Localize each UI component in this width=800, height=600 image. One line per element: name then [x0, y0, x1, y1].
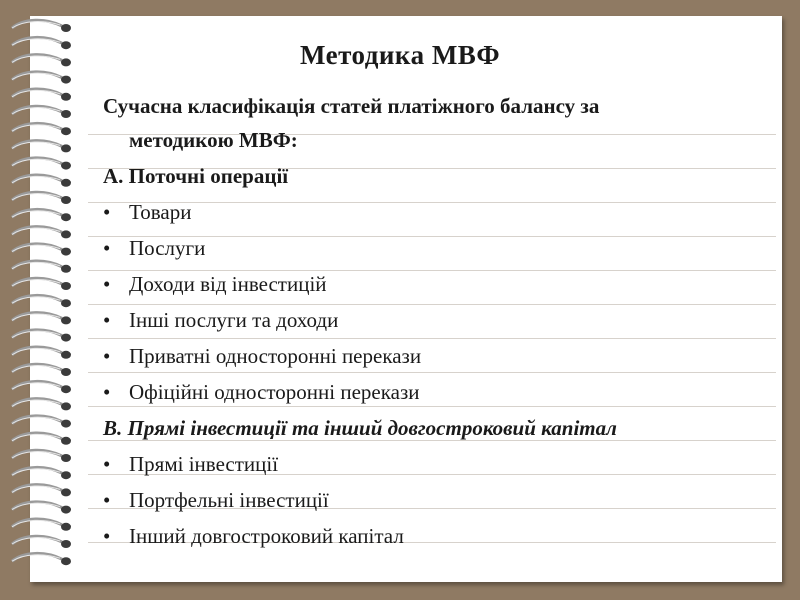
- spiral-ring: [12, 416, 71, 428]
- spiral-ring: [12, 519, 71, 531]
- bullet-icon: •: [103, 380, 111, 404]
- list-item: [103, 488, 329, 513]
- list-item: [103, 344, 421, 369]
- list-item: [103, 200, 191, 225]
- spiral-ring: [12, 244, 71, 256]
- list-item: [103, 308, 338, 333]
- list-item-label: Прямі інвестиції: [129, 452, 279, 476]
- spiral-ring: [12, 485, 71, 497]
- spiral-binding: [4, 18, 74, 588]
- spiral-ring: [12, 330, 71, 342]
- list-item: [103, 452, 278, 477]
- list-item: [103, 524, 404, 549]
- ruled-line: [88, 304, 776, 305]
- spiral-ring: [12, 123, 71, 135]
- spiral-ring: [12, 313, 71, 325]
- list-item-label: Приватні односторонні перекази: [129, 344, 422, 368]
- spiral-ring: [12, 141, 71, 153]
- page-title: Методика МВФ: [299, 40, 501, 70]
- list-item-label: Інший довгостроковий капітал: [129, 524, 404, 548]
- spiral-ring: [12, 347, 71, 359]
- spiral-ring: [12, 20, 71, 32]
- spiral-ring: [12, 502, 71, 514]
- list-item-label: Офіційні односторонні перекази: [129, 380, 420, 404]
- spiral-ring: [12, 399, 71, 411]
- spiral-ring: [12, 192, 71, 204]
- list-item-label: Товари: [129, 200, 192, 224]
- ruled-line: [88, 270, 776, 271]
- intro-line-2: методикою МВФ:: [129, 128, 298, 152]
- spiral-ring: [12, 89, 71, 101]
- spiral-ring: [12, 553, 71, 565]
- spiral-ring: [12, 209, 71, 221]
- bullet-icon: •: [103, 524, 111, 548]
- spiral-ring: [12, 295, 71, 307]
- bullet-icon: •: [103, 344, 111, 368]
- spiral-ring: [12, 158, 71, 170]
- ruled-line: [88, 406, 776, 407]
- list-item-label: Інші послуги та доходи: [129, 308, 339, 332]
- section-b-heading: В. Прямі інвестиції та інший довгостроковий капітал: [103, 416, 617, 440]
- spiral-ring: [12, 72, 71, 84]
- spiral-ring: [12, 433, 71, 445]
- list-item: [103, 380, 419, 405]
- list-item: [103, 236, 205, 261]
- spiral-ring: [12, 278, 71, 290]
- bullet-icon: •: [103, 236, 111, 260]
- bullet-icon: •: [103, 200, 111, 224]
- spiral-ring: [12, 106, 71, 118]
- bullet-icon: •: [103, 308, 111, 332]
- spiral-ring: [12, 536, 71, 548]
- list-item-label: Доходи від інвестицій: [129, 272, 327, 296]
- spiral-ring: [12, 175, 71, 187]
- spiral-ring: [12, 227, 71, 239]
- list-item-label: Портфельні інвестиції: [129, 488, 329, 512]
- list-item: [103, 272, 327, 297]
- ruled-line: [88, 338, 776, 339]
- ruled-line: [88, 372, 776, 373]
- bullet-icon: •: [103, 452, 111, 476]
- intro-line-1: Сучасна класифікація статей платіжного балансу за: [103, 94, 600, 118]
- spiral-ring: [12, 261, 71, 273]
- bullet-icon: •: [103, 488, 111, 512]
- spiral-ring: [12, 467, 71, 479]
- spiral-ring: [12, 364, 71, 376]
- spiral-ring: [12, 381, 71, 393]
- bullet-icon: •: [103, 272, 111, 296]
- section-a-heading: А. Поточні операції: [103, 164, 289, 188]
- list-item-label: Послуги: [129, 236, 206, 260]
- spiral-ring: [12, 450, 71, 462]
